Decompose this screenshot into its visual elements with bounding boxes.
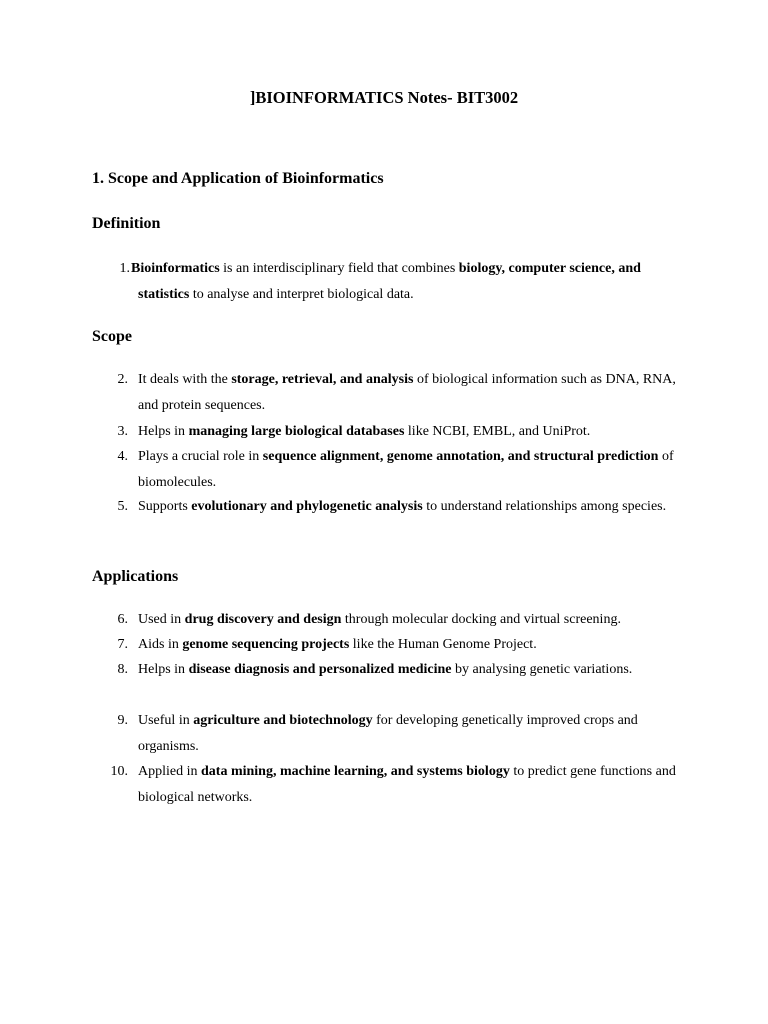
plain-text: of biomolecules. (138, 449, 674, 490)
list-item-number: 2. (117, 372, 128, 387)
plain-text: Plays a crucial role in (138, 449, 263, 464)
subheading-applications: Applications (92, 568, 179, 585)
list-item-text (92, 759, 692, 810)
plain-text: Helps in (138, 662, 189, 677)
list-item-text (92, 367, 692, 418)
list-item (92, 494, 692, 520)
document-title: ]BIOINFORMATICS Notes- BIT3002 (249, 88, 519, 107)
plain-text: Useful in (138, 713, 194, 728)
plain-text: to predict gene functions and biological networks. (138, 764, 676, 805)
plain-text: Used in (138, 612, 185, 627)
bold-text: storage, retrieval, and analysis (231, 372, 414, 387)
section-title: 1. Scope and Application of Bioinformatics (92, 170, 384, 187)
bold-text: agriculture and biotechnology (193, 713, 373, 728)
list-item-text (92, 708, 692, 759)
plain-text: Supports (138, 499, 192, 514)
plain-text: Applied in (138, 764, 201, 779)
plain-text: like the Human Genome Project. (349, 637, 537, 652)
list-item-text (92, 256, 692, 307)
list-item-number: 5. (117, 499, 128, 514)
list-item-text (92, 657, 692, 683)
list-item-text (92, 444, 692, 495)
subheading-definition: Definition (92, 215, 161, 232)
list-item-number: 1. (119, 261, 130, 276)
list-item (92, 367, 692, 418)
list-item-number: 10. (110, 764, 128, 779)
list-item (92, 632, 692, 658)
plain-text: It deals with the (138, 372, 232, 387)
list-item-number: 3. (117, 424, 128, 439)
bold-text: disease diagnosis and personalized medicine (188, 662, 452, 677)
bold-text: evolutionary and phylogenetic analysis (191, 499, 423, 514)
list-item-number: 6. (117, 612, 128, 627)
list-item (92, 759, 692, 810)
bold-text: sequence alignment, genome annotation, and structural prediction (262, 449, 659, 464)
list-item-text (92, 632, 692, 658)
subheading-scope: Scope (92, 328, 132, 345)
list-item (92, 708, 692, 759)
list-item-number: 9. (117, 713, 128, 728)
list-item-text (92, 494, 692, 520)
plain-text: to understand relationships among species. (422, 499, 667, 514)
plain-text: through molecular docking and virtual screening. (341, 612, 621, 627)
bold-text: managing large biological databases (188, 424, 405, 439)
plain-text: to analyse and interpret biological data. (189, 286, 414, 302)
bold-text: data mining, machine learning, and systems biology (201, 764, 510, 779)
bold-text: Bioinformatics (131, 261, 220, 276)
plain-text: for developing genetically improved crops and organisms. (138, 713, 638, 754)
list-item-number: 8. (117, 662, 128, 677)
list-item (92, 444, 692, 495)
plain-text: Aids in (138, 637, 183, 652)
list-item (92, 256, 692, 307)
plain-text: is an interdisciplinary field that combines (219, 261, 459, 276)
bold-text: biology, computer science, and statistics (138, 261, 641, 302)
list-item (92, 607, 712, 633)
list-item-text (92, 607, 712, 633)
list-item-number: 4. (117, 449, 128, 464)
list-item (92, 657, 692, 683)
list-item-number: 7. (117, 637, 128, 652)
plain-text: of biological information such as DNA, RNA, and protein sequences. (138, 372, 676, 413)
plain-text: like NCBI, EMBL, and UniProt. (404, 424, 591, 439)
plain-text: by analysing genetic variations. (451, 662, 633, 677)
list-item (92, 419, 692, 445)
list-item-text (92, 419, 692, 445)
plain-text: Helps in (138, 424, 189, 439)
bold-text: drug discovery and design (184, 612, 342, 627)
bold-text: genome sequencing projects (182, 637, 350, 652)
